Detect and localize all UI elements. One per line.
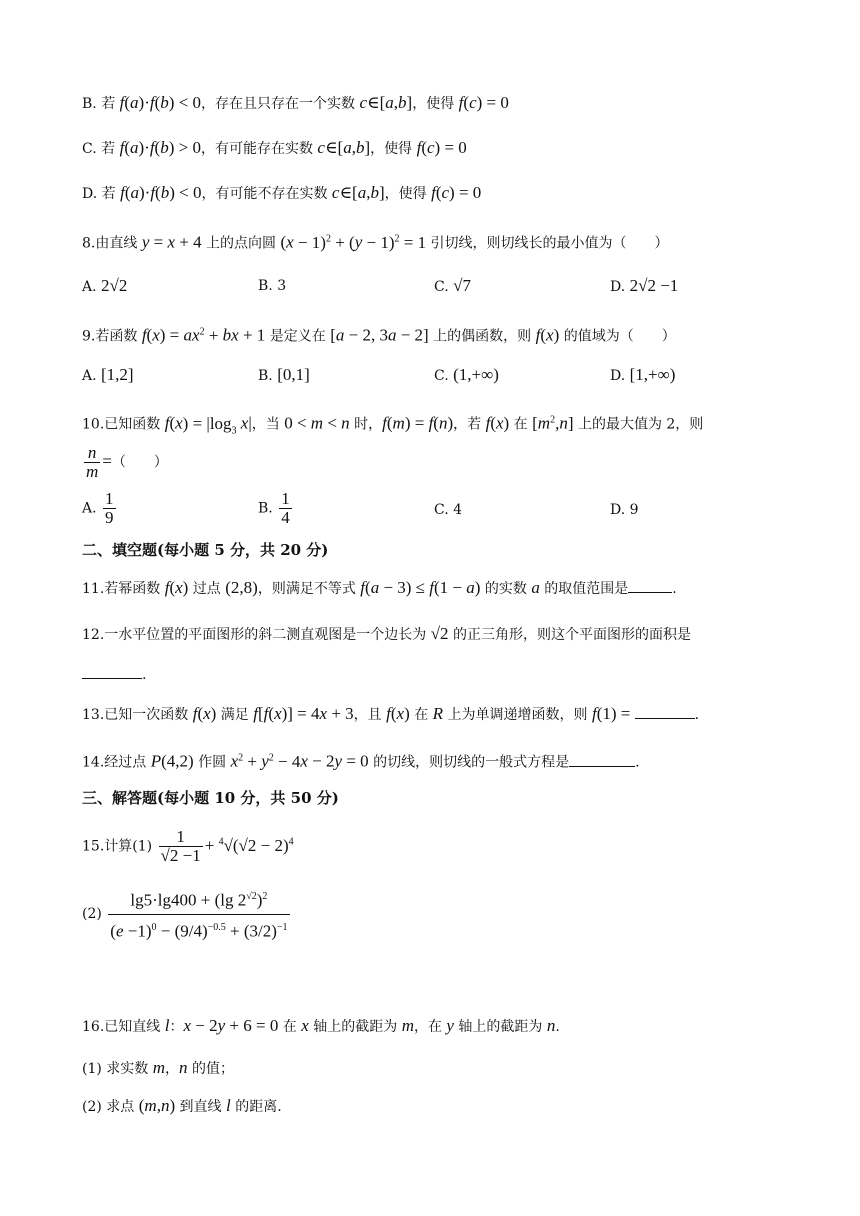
q8-option-d: D. 2√2 −1 — [610, 276, 679, 295]
q16-part1: (1) 求实数 m，n 的值； — [82, 1058, 234, 1077]
q8-option-c: C. √7 — [434, 276, 471, 295]
q10-option-d: D. 9 — [610, 502, 639, 518]
q8-stem: 8.由直线 y = x + 4 上的点向圆 $(x - 1)^2 + (y - 1)^2 = 1$ 引切线，则切线长的最小值为（ ） — [82, 232, 669, 252]
q13: 13.已知一次函数 f(x) 满足 f[f(x)] = 4x + 3，且 f(x) 在 R 上为单调递增函数，则 f(1) = . — [82, 704, 700, 723]
q8-option-a: A. 2√2 — [82, 276, 128, 295]
q9-option-d: D. [1,+∞) — [610, 365, 676, 384]
q9-option-c: C. (1,+∞) — [434, 365, 499, 384]
q10-stem: 10.已知函数 $f(x) = |\log_3$ x|，当 0 < m < n 时，f(m) = f(n)，若 f(x) 在 $[m^2,n]$ 上的最大值为 2，则 — [82, 413, 704, 437]
q7-option-c: C. 若 f(a)·f(b) > 0，有可能存在实数 c∈[a,b]，使得 f(c) = 0 — [82, 138, 467, 157]
q9-option-b: B. [0,1] — [258, 365, 310, 384]
q10-stem-2: $\frac{n}{m}$ =（ ） — [86, 443, 168, 481]
q16-stem: 16.已知直线 l：x − 2y + 6 = 0 在 x 轴上的截距为 m，在 y 轴上的截距为 n. — [82, 1016, 560, 1035]
q12-line1: 12.一水平位置的平面图形的斜二测直观图是一个边长为 √2 的正三角形，则这个平面图形的面积是 — [82, 624, 692, 643]
q7-option-d: D. 若 f(a)·f(b) < 0，有可能不存在实数 c∈[a,b]，使得 f(c) = 0 — [82, 183, 482, 202]
q9-option-a: A. [1,2] — [82, 365, 134, 384]
q16-part2: (2) 求点 (m,n) 到直线 l 的距离. — [82, 1096, 282, 1115]
q10-option-b: B. $\frac{1}{4}$ — [258, 489, 290, 527]
section-fill-in: 二、填空题(每小题 5 分，共 20 分) — [82, 541, 329, 559]
section-solve: 三、解答题(每小题 10 分，共 50 分) — [82, 789, 339, 807]
q7-option-b: B. 若 f(a)·f(b) < 0，存在且只存在一个实数 c∈[a,b]，使得 f(c) = 0 — [82, 93, 509, 112]
q8-option-b: B. 3 — [258, 278, 287, 294]
q10-option-c: C. 4 — [434, 502, 463, 518]
q14: 14.经过点 P(4,2) 作圆 $x^2 + y^2 - 4x - 2y = 0$ 的切线，则切线的一般式方程是 . — [82, 751, 640, 771]
q9-stem: 9.若函数 $f(x) = ax^2$ + bx + 1 是定义在 [a − 2, 3a − 2] 上的偶函数，则 f(x) 的值域为（ ） — [82, 325, 676, 345]
q11: 11.若幂函数 f(x) 过点 (2,8)，则满足不等式 f(a − 3) ≤ f(1 − a) 的实数 a 的取值范围是 . — [82, 578, 677, 597]
q15-part2: (2) $\frac{\lg 5\cdot\lg 400 + (\lg 2^{√2})^2}{(e -1)^0 - (9/4)^{-0.5} + (3/2)^{-1}}$ — [82, 888, 292, 940]
q15-part1: 15.计算(1) $\frac{1}{√2 -1}$ + $^4√(√2 - 2)^4$ — [82, 827, 294, 865]
q12-line2: . — [82, 664, 146, 685]
q10-option-a: A. $\frac{1}{9}$ — [82, 489, 114, 527]
